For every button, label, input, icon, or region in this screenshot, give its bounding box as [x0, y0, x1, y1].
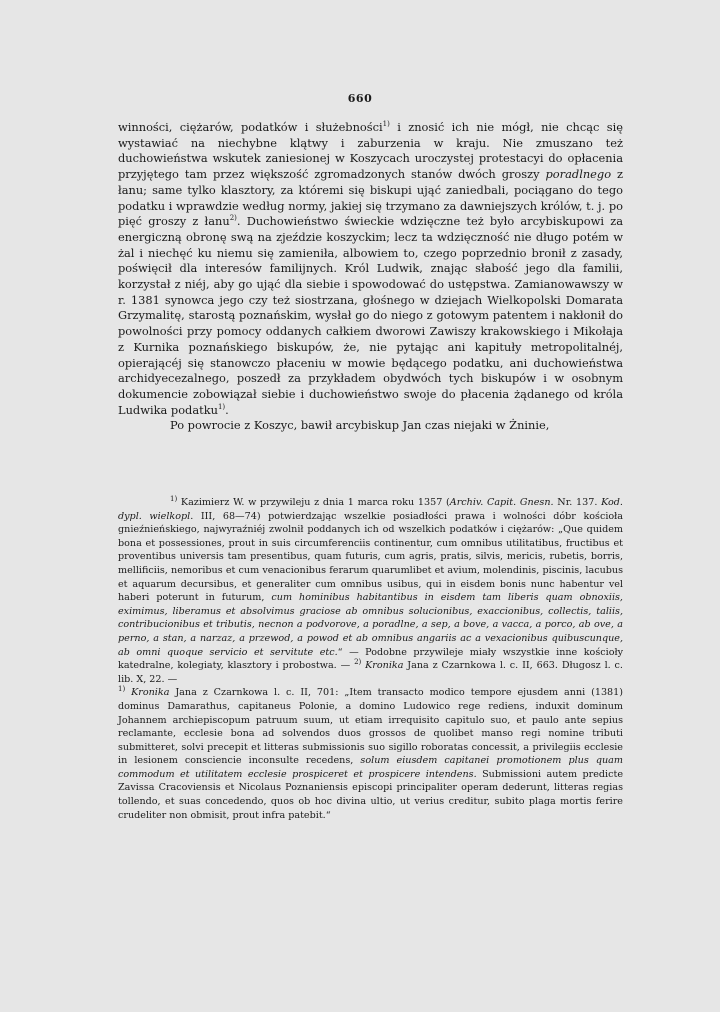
footnote-mark: 1) — [118, 685, 126, 694]
footnotes — [118, 496, 623, 822]
footnote-mark: 2) — [354, 657, 362, 666]
footnote-ref: 2) — [229, 214, 237, 223]
paragraph-2: Po powrocie z Koszyc, bawił arcybiskup Jan czas niejaki w Żninie, — [170, 418, 550, 433]
footnote-ref: 1) — [382, 120, 390, 129]
main-text — [118, 120, 623, 434]
page-number: 660 — [347, 92, 373, 105]
footnote-1: $^{1)}$ Kazimierz W. w przywileju z dnia 1 marca roku 1357 (Archiv. Capit. Gnesn. Nr. 137. Kod. dypl. wielkopl. III, 68—74) potwierdzając wszelkie posiadłości prawa i wolności dóbr kościoła gnieźnieńskiego, najwyraźniéj zwolnił poddanych ich od wszelkich podatków i ciężarów: „Que quidem bona et possessiones, prout in suis circumferenciis continentur, cum omnibus utilitatibus, fructibus et proventibus universis tam presentibus, quam futuris, cum agris, pratis, silvis, mericis, rubetis, borris, mellificiis, nemoribus et cum venacionibus ferarum quarumlibet et avium, molendinis, piscinis, lacubus et aquarum decursibus, et generaliter cum omnibus usibus, qui in eisdem bonis nunc habentur vel haberi poterunt in futurum, cum hominibus habitantibus in eisdem tam liberis quam obnoxiis, eximimus, liberamus et absolvimus graciose ab omnibus solucionibus, exaccionibus, collectis, taliis, contribucionibus et tributis, necnon a podvorove, a poradlne, a sep, a bove, a vacca, a porco, ab ove, a perno, a stan, a narzaz, a przewod, a powod et ab omnibus angariis ac a vexacionibus quibuscunque, ab omni quoque servicio et servitute etc.“ — Podobne przywileje miały wszystkie inne kościoły katedralne, kolegiaty, klasztory i probostwa. — $^{2)}$ Kronika Jana z Czarnkowa l. c. II, 663. Długosz l. c. lib. X, 22. — $^{1)}$ Kronika Jana z Czarnkowa l. c. II, 701: „Item transacto modico tempore ejusdem anni (1381) dominus Damarathus, capitaneus Polonie, a domino Ludowico rege rediens, induxit dominum Johannem archiepiscopum patruum suum, ut etiam irrequisito capitulo suo, et paulo ante sepius reclamante, ecclesie bona ad solvendos duos grossos de quolibet manso regi nomine tributi submitteret, solvi precepit et litteras submissionis suo sigillo roboratas concessit, a privilegiis ecclesie in lesionem consciencie inconsulte recedens, solum eiusdem capitanei promotionem plus quam commodum et utilitatem ecclesie prospiceret et prospicere intendens. Submissioni autem predicte Zavissa Cracoviensis et Nicolaus Poznaniensis episcopi principaliter operam dederunt, litteras regias tollendo, et suas concedendo, quos ob hoc divina ultio, ut verius creditur, subito plaga mortis ferire crudeliter non obmisit, prout infra patebit.“ — [118, 494, 624, 821]
footnote-mark: 1) — [170, 494, 178, 503]
footnote-ref: 1) — [217, 402, 226, 411]
paragraph-1: winności, ciężarów, podatków i służebności$^{1)}$ i znosić ich nie mógł, nie chcąc się wystawiać na niechybne klątwy i zaburzenia w kraju. Nie zmuszano też duchowieństwa wskutek zaniesionej w Koszycach uroczystej protestacyi do opłacenia przyjętego tam przez większość zgromadzonych stanów dwóch groszy poradlnego z łanu; same tylko klasztory, za któremi się biskupi ująć zaniedbali, pociągano do tego podatku i wprawdzie według normy, jakiej się trzymano za dawniejszych królów, t. j. po pięć groszy z łanu$^{2)}$. Duchowieństwo świeckie wdzięczne też było arcybiskupowi za energiczną obronę swą na zjeździe koszyckim; lecz ta wdzięczność nie długo potém w żal i niechęć ku niemu się zamieniła, albowiem to, czego poprzednio bronił z zasady, poświęcił dla interesów familijnych. Król Ludwik, znając słabość jego dla familii, korzystał z niéj, aby go ująć dla siebie i spowodować do ustępstwa. Zamianowawszy w r. 1381 synowca jego czy też siostrzana, głośnego w dziejach Wielkopolski Domarata Grzymalitę, starostą poznańskim, wysłał go do niego z gotowym patentem i nakłonił do powolności przy pomocy oddanych całkiem dworowi Zawiszy krakowskiego i Mikołaja z Kurnika poznańskiego biskupów, że, nie pytając ani kapituły metropolitalnéj, opierającéj się stanowczo płaceniu w mowie będącego podatku, ani duchowieństwa archidyecezalnego, poszedł za przykładem obydwóch tych biskupów i w osobnym dokumencie zobowiązał siebie i duchowieństwo swoje do płacenia żądanego od króla Ludwika podatku$^{1)}$. — [118, 120, 624, 417]
